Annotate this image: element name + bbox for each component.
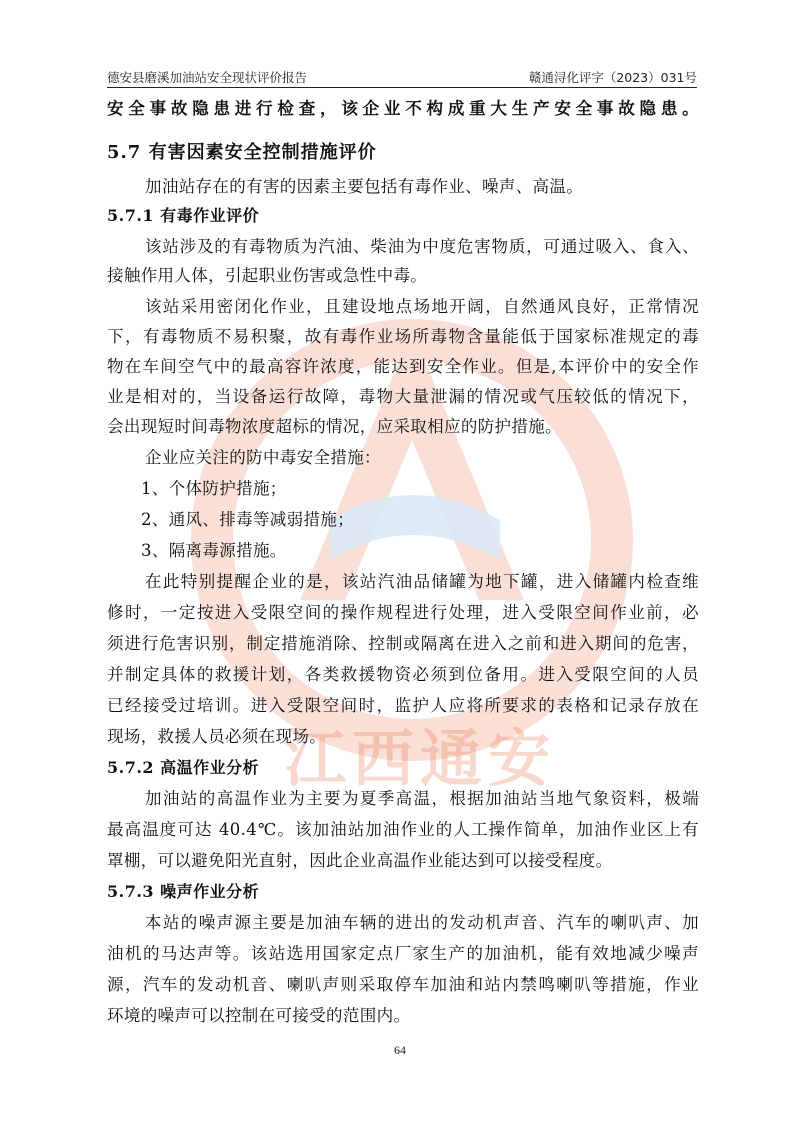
report-title: 德安县磨溪加油站安全现状评价报告	[107, 70, 308, 85]
heading-5-7-2: 5.7.2 高温作业分析	[107, 758, 260, 777]
paragraph-line: 会出现短时间毒物浓度超标的情况，应采取相应的防护措施。	[107, 417, 562, 436]
paragraph-line: 该站采用密闭化作业，且建设地点场地开阔，自然通风良好，正常情况	[145, 297, 699, 316]
paragraph-line: 油机的马达声等。该站选用国家定点厂家生产的加油机，能有效地减少噪声	[107, 944, 699, 963]
watermark-text: 江西通安	[283, 722, 557, 795]
report-number: 赣通浔化评字（2023）031号	[528, 70, 697, 85]
paragraph-line: 本站的噪声源主要是加油车辆的进出的发动机声音、汽车的喇叭声、加	[145, 913, 699, 932]
paragraph-line: 现场，救援人员必须在现场。	[107, 727, 327, 746]
paragraph-line: 并制定具体的救援计划，各类救援物资必须到位备用。进入受限空间的人员	[107, 665, 699, 684]
paragraph-line: 业是相对的，当设备运行故障，毒物大量泄漏的情况或气压较低的情况下，	[107, 387, 699, 406]
page-header	[107, 66, 697, 86]
watermark-wave-shape	[330, 495, 500, 560]
paragraph-line: 环境的噪声可以控制在可接受的范围内。	[107, 1006, 411, 1025]
paragraph-line: 最高温度可达 40.4℃。该加油站加油作业的人工操作简单，加油作业区上有	[107, 820, 699, 839]
header-divider	[107, 87, 697, 88]
list-item: 2、通风、排毒等减弱措施；	[141, 510, 355, 529]
paragraph-line: 罩棚，可以避免阳光直射，因此企业高温作业能达到可以接受程度。	[107, 851, 613, 870]
paragraph-line: 该站涉及的有毒物质为汽油、柴油为中度危害物质，可通过吸入、食入、	[145, 237, 699, 256]
lead-line: 安全事故隐患进行检查，该企业不构成重大生产安全事故隐患。	[107, 99, 699, 118]
paragraph-line: 物在车间空气中的最高容许浓度，能达到安全作业。但是,本评价中的安全作	[107, 357, 699, 376]
paragraph-line: 源，汽车的发动机音、喇叭声则采取停车加油和站内禁鸣喇叭等措施，作业	[107, 975, 699, 994]
paragraph-line: 修时，一定按进入受限空间的操作规程进行处理，进入受限空间作业前，必	[107, 603, 699, 622]
list-item: 3、隔离毒源措施。	[141, 541, 287, 560]
paragraph-line: 在此特别提醒企业的是，该站汽油品储罐为地下罐，进入储罐内检查维	[145, 572, 699, 591]
section-5-7-intro: 加油站存在的有害的因素主要包括有毒作业、噪声、高温。	[145, 177, 584, 196]
paragraph-line: 接触作用人体，引起职业伤害或急性中毒。	[107, 266, 428, 285]
paragraph-line: 须进行危害识别，制定措施消除、控制或隔离在进入之前和进入期间的危害，	[107, 634, 699, 653]
page-number: 64	[394, 1043, 406, 1057]
paragraph-line: 加油站的高温作业为主要为夏季高温，根据加油站当地气象资料，极端	[145, 789, 699, 808]
paragraph-line: 企业应关注的防中毒安全措施：	[145, 448, 381, 467]
heading-5-7: 5.7 有害因素安全控制措施评价	[107, 142, 377, 163]
heading-5-7-3: 5.7.3 噪声作业分析	[107, 882, 260, 901]
paragraph-line: 下，有毒物质不易积聚，故有毒作业场所毒物含量能低于国家标准规定的毒	[107, 327, 699, 346]
heading-5-7-1: 5.7.1 有毒作业评价	[107, 206, 260, 225]
paragraph-line: 已经接受过培训。进入受限空间时，监护人应将所要求的表格和记录存放在	[107, 696, 699, 715]
list-item: 1、个体防护措施；	[141, 479, 287, 498]
